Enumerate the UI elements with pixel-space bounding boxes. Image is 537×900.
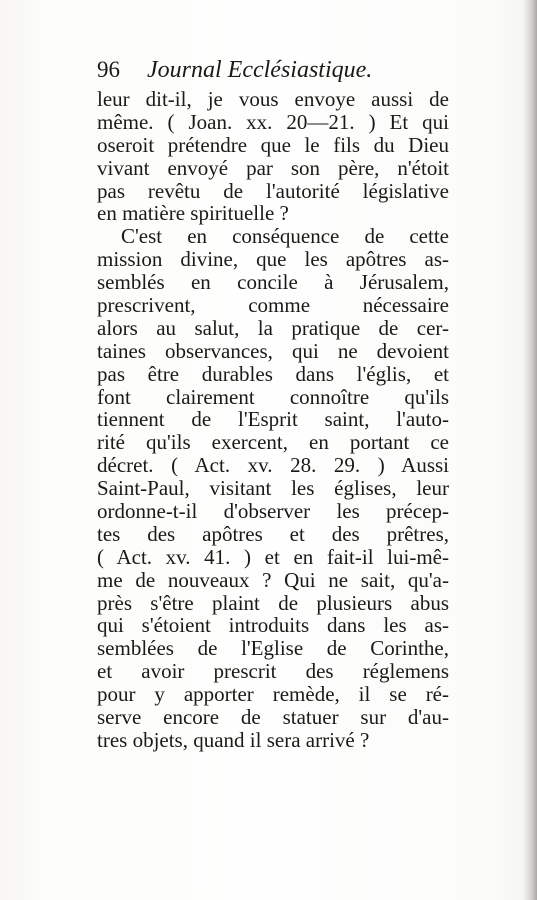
text-line: décret. ( Act. xv. 28. 29. ) Aussi [97, 453, 449, 478]
text-line: rité qu'ils exercent, en portant ce [97, 430, 449, 455]
text-line: pas revêtu de l'autorité législative [97, 178, 449, 203]
text-line: pas être durables dans l'églis, et [97, 361, 449, 386]
text-line: mission divine, que les apôtres as- [97, 247, 449, 272]
text-line: ( Act. xv. 41. ) et en fait-il lui-mê- [97, 544, 449, 569]
text-line: semblées de l'Eglise de Corinthe, [97, 636, 449, 661]
text-line: et avoir prescrit des réglemens [97, 659, 449, 684]
text-line: en matière spirituelle ? [97, 201, 289, 226]
text-line: vivant envoyé par son père, n'étoit [97, 155, 449, 180]
text-line: même. ( Joan. xx. 20—21. ) Et qui [97, 109, 449, 134]
text-block [97, 52, 449, 752]
text-line: tes des apôtres et des prêtres, [97, 521, 449, 546]
text-line: semblés en concile à Jérusalem, [97, 270, 449, 295]
text-line: prescrivent, comme nécessaire [97, 293, 449, 318]
text-line: C'est en conséquence de cette [121, 224, 449, 249]
text-line: me de nouveaux ? Qui ne sait, qu'a- [97, 567, 449, 592]
text-line: font clairement connoître qu'ils [97, 384, 449, 409]
page-edge-shadow [523, 0, 537, 900]
text-line: serve encore de statuer sur d'au- [97, 705, 449, 730]
paragraph-2 [97, 225, 449, 751]
running-head [97, 52, 449, 88]
text-line: Saint-Paul, visitant les églises, leur [97, 476, 449, 501]
text-line: pour y apporter remède, il se ré- [97, 682, 449, 707]
page-number: 96 [97, 57, 120, 82]
text-line: oseroit prétendre que le fils du Dieu [97, 132, 449, 157]
text-line: alors au salut, la pratique de cer- [97, 315, 449, 340]
text-line: taines observances, qui ne devoient [97, 338, 449, 363]
text-line: tiennent de l'Esprit saint, l'auto- [97, 407, 449, 432]
text-line: leur dit-il, je vous envoye aussi de [97, 87, 449, 111]
text-line: près s'être plaint de plusieurs abus [97, 590, 449, 615]
text-line: qui s'étoient introduits dans les as- [97, 613, 449, 638]
paragraph-1 [97, 88, 449, 225]
text-line: ordonne-t-il d'observer les précep- [97, 499, 449, 524]
running-title: Journal Ecclésiastique. [147, 57, 373, 83]
text-line: tres objets, quand il sera arrivé ? [97, 727, 370, 752]
